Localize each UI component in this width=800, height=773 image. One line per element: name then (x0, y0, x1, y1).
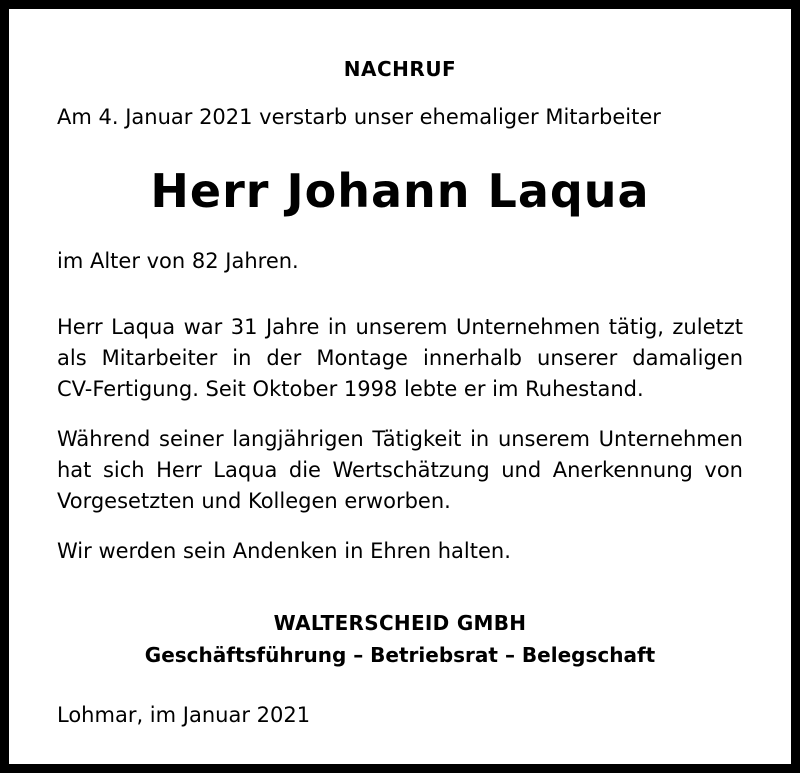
departments-line: Geschäftsführung – Betriebsrat – Belegschaft (144, 643, 656, 667)
paragraph-line: als Mitarbeiter in der Montage innerhalb unserer damaligen (57, 346, 743, 370)
paragraph-line: Vorgesetzten und Kollegen erworben. (57, 489, 451, 513)
paragraph-line: CV-Fertigung. Seit Oktober 1998 lebte er im Ruhestand. (57, 377, 644, 401)
paragraph-line: Während seiner langjährigen Tätigkeit in unserem Unternehmen (57, 427, 743, 451)
paragraph-line: Herr Laqua war 31 Jahre in unserem Unternehmen tätig, zuletzt (57, 315, 743, 339)
paragraph-line: hat sich Herr Laqua die Wertschätzung und Anerkennung von (57, 458, 743, 482)
career-paragraph (57, 312, 743, 405)
closing-text: Wir werden sein Andenken in Ehren halten. (57, 539, 511, 563)
notice-heading: NACHRUF (343, 57, 457, 81)
appreciation-paragraph (57, 424, 743, 517)
company-name: WALTERSCHEID GMBH (273, 611, 527, 635)
intro-text: Am 4. Januar 2021 verstarb unser ehemaliger Mitarbeiter (57, 105, 661, 129)
place-date: Lohmar, im Januar 2021 (57, 703, 311, 727)
closing-paragraph (57, 536, 743, 567)
deceased-name: Herr Johann Laqua (150, 164, 650, 218)
age-text: im Alter von 82 Jahren. (57, 249, 299, 273)
